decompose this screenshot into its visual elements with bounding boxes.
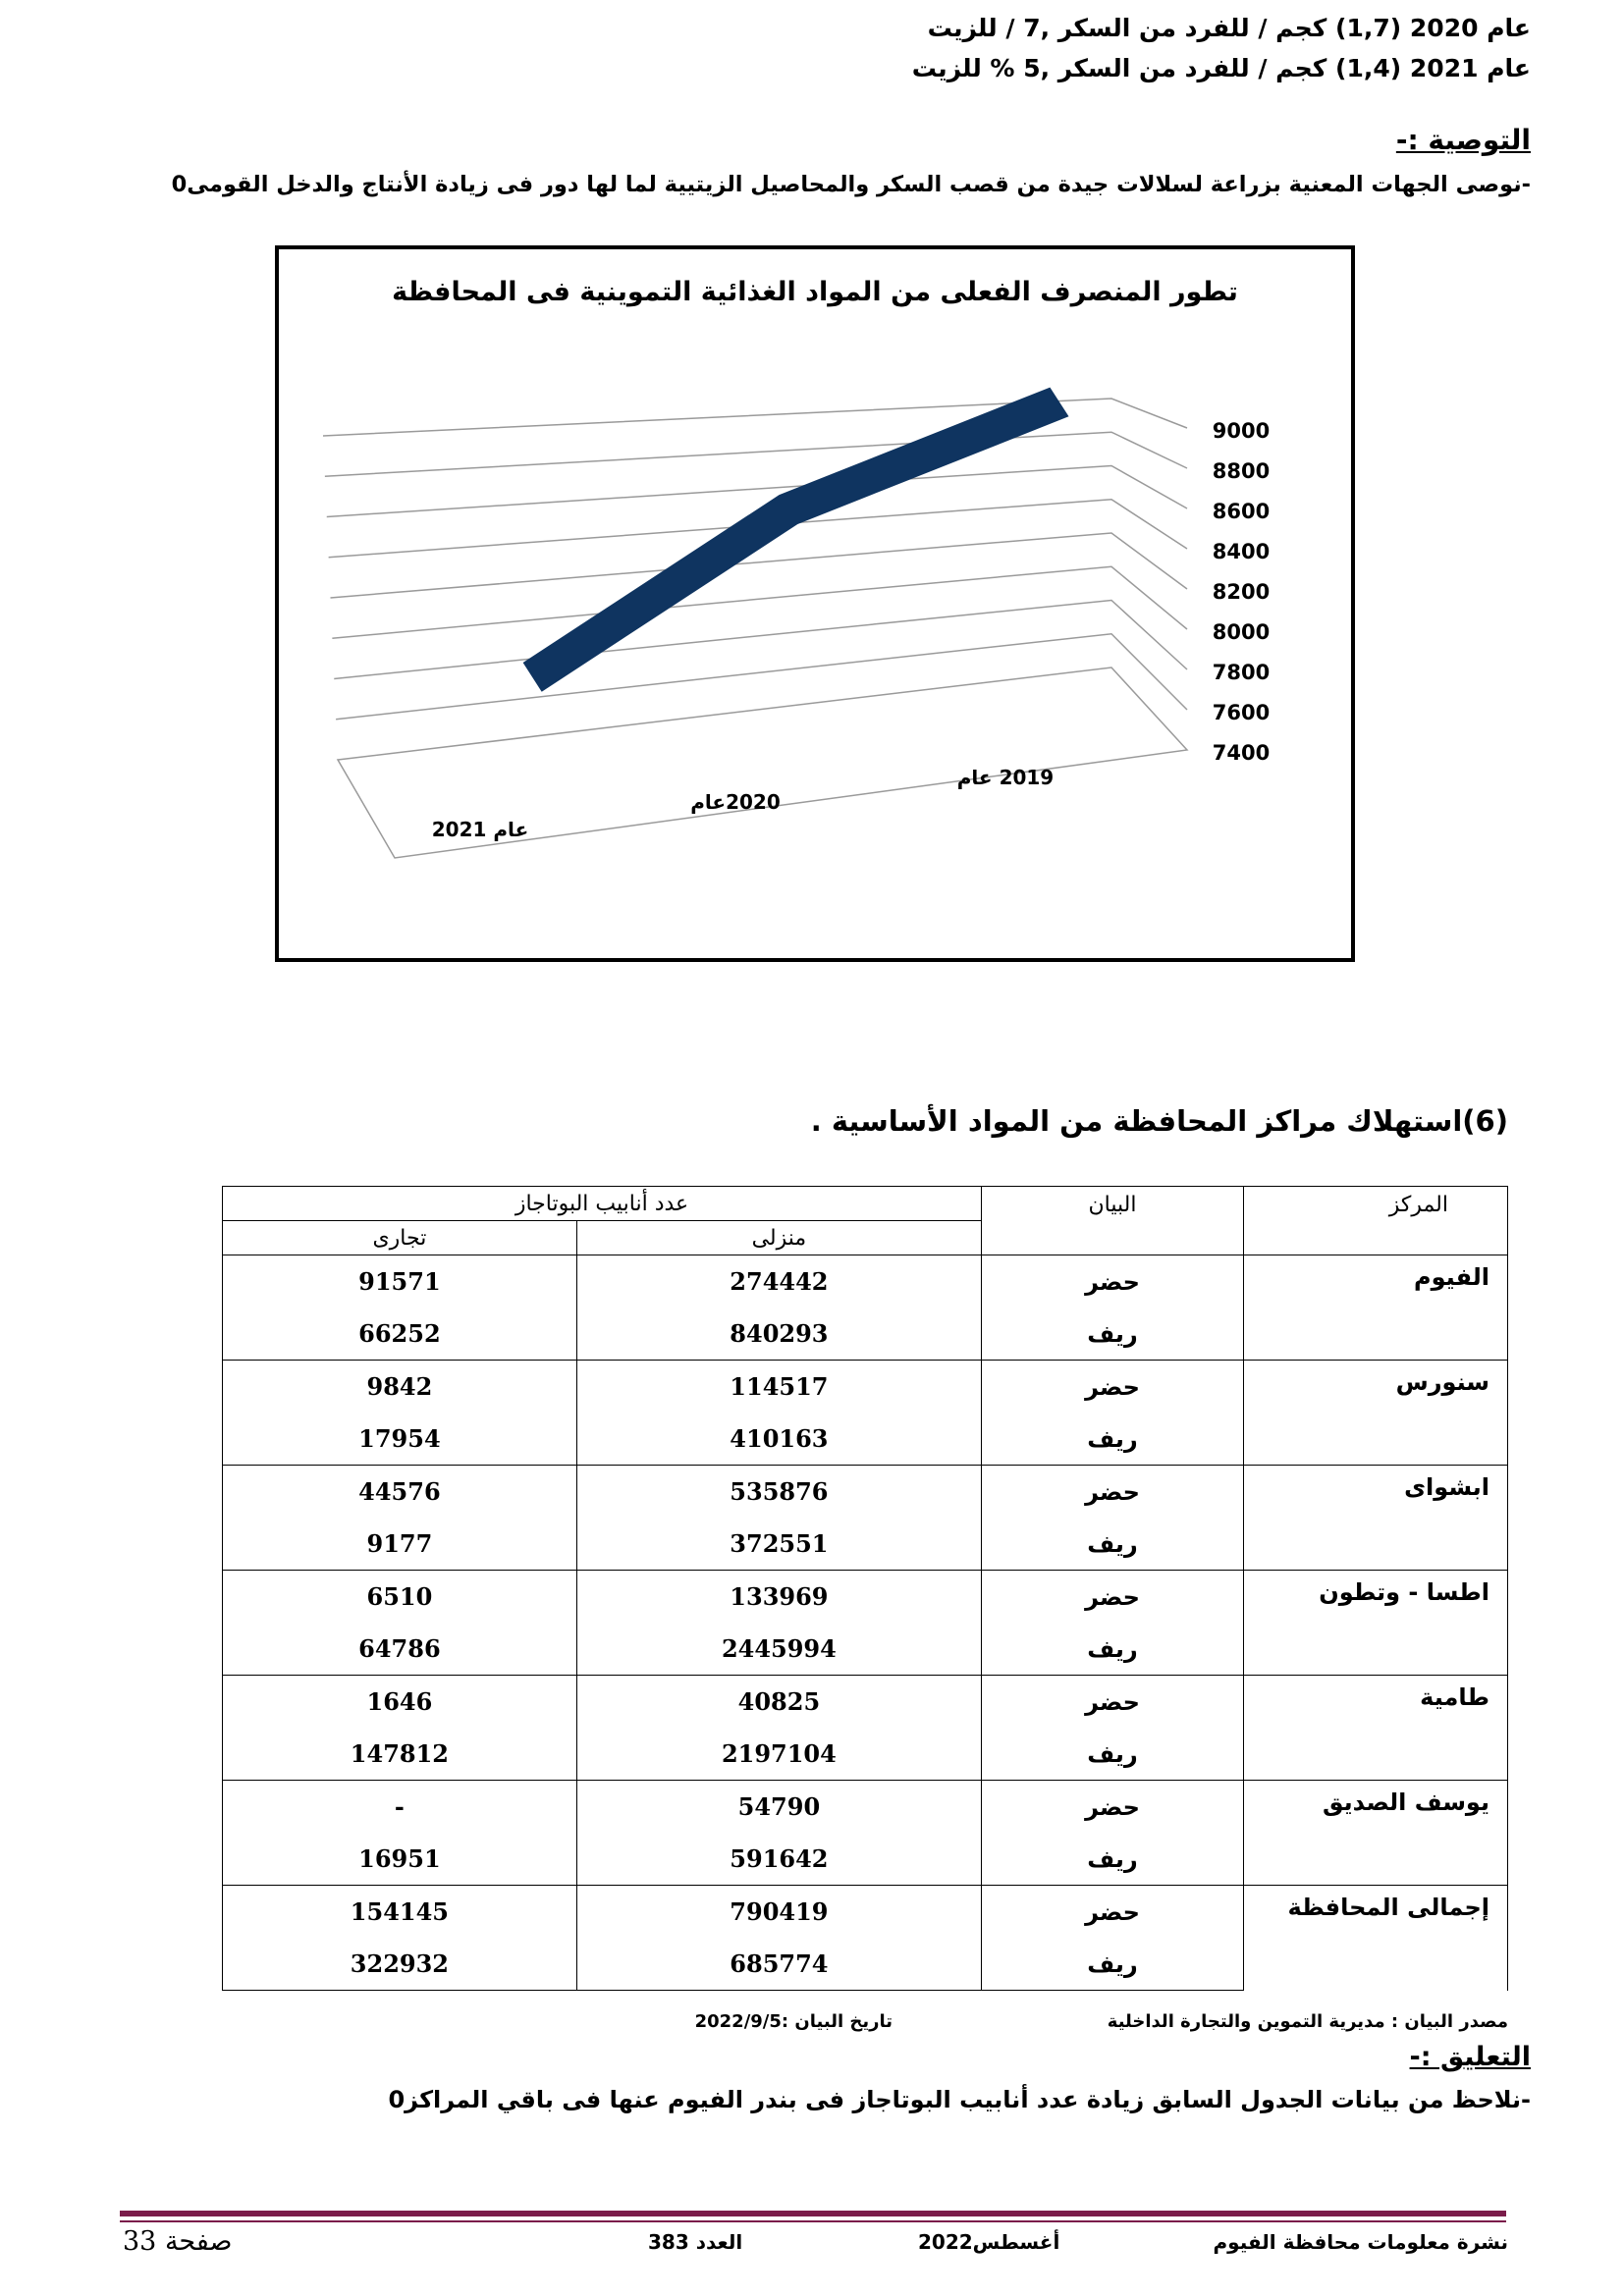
y-tick-label: 8800	[1212, 459, 1271, 483]
x-category-label: عام 2021	[431, 818, 529, 841]
comment-text: -نلاحظ من بيانات الجدول السابق زيادة عدد أنابيب البوتاجاز فى بندر الفيوم عنها فى باقي المراكز0	[388, 2086, 1531, 2113]
home-count-cell: 685774	[576, 1938, 981, 1991]
area-type-cell: حضر	[982, 1781, 1244, 1834]
commercial-count-cell: 9842	[223, 1361, 577, 1414]
consumption-chart	[279, 249, 1351, 958]
y-tick-label: 8200	[1212, 580, 1271, 604]
x-category-label: 2020عام	[690, 790, 781, 814]
home-count-cell: 410163	[576, 1413, 981, 1466]
center-name-cell: طامية	[1244, 1676, 1508, 1781]
header-commercial: تجارى	[223, 1221, 577, 1255]
table-row	[223, 1361, 1508, 1414]
table-row	[223, 1781, 1508, 1834]
table-row	[223, 1255, 1508, 1308]
commercial-count-cell: 16951	[223, 1833, 577, 1886]
table-row	[223, 1886, 1508, 1939]
commercial-count-cell: -	[223, 1781, 577, 1834]
y-tick-label: 8400	[1212, 540, 1271, 563]
area-type-cell: ريف	[982, 1518, 1244, 1571]
footer-rule-thin	[120, 2220, 1506, 2222]
x-category-label: 2019 عام	[956, 766, 1055, 789]
home-count-cell: 274442	[576, 1255, 981, 1308]
commercial-count-cell: 1646	[223, 1676, 577, 1729]
header-home: منزلى	[576, 1221, 981, 1255]
home-count-cell: 790419	[576, 1886, 981, 1939]
home-count-cell: 2445994	[576, 1623, 981, 1676]
area-type-cell: ريف	[982, 1308, 1244, 1361]
home-count-cell: 114517	[576, 1361, 981, 1414]
center-name-cell: اطسا - وتطون	[1244, 1571, 1508, 1676]
footer-rule-thick	[120, 2211, 1506, 2216]
home-count-cell: 591642	[576, 1833, 981, 1886]
y-tick-label: 7600	[1212, 701, 1271, 724]
y-tick-label: 8000	[1212, 620, 1271, 644]
header-center: المركز	[1244, 1187, 1508, 1255]
center-name-cell: الفيوم	[1244, 1255, 1508, 1361]
area-type-cell: حضر	[982, 1255, 1244, 1308]
home-count-cell: 40825	[576, 1676, 981, 1729]
home-count-cell: 840293	[576, 1308, 981, 1361]
consumption-line-2020: عام 2020 (1,7) كجم / للفرد من السكر ,7 / للزيت	[927, 14, 1531, 42]
table-row	[223, 1571, 1508, 1624]
commercial-count-cell: 44576	[223, 1466, 577, 1519]
recommendation-text: -نوصى الجهات المعنية بزراعة لسلالات جيدة من قصب السكر والمحاصيل الزيتيية لما لها دور فى زيادة الأنتاج والدخل القومى0	[171, 172, 1531, 197]
gridline	[332, 566, 1187, 638]
area-type-cell: ريف	[982, 1938, 1244, 1991]
section-title: (6)استهلاك مراكز المحافظة من المواد الأساسية .	[810, 1104, 1508, 1138]
commercial-count-cell: 147812	[223, 1728, 577, 1781]
header-gas-cylinders: عدد أنابيب البوتاجاز	[223, 1187, 982, 1221]
home-count-cell: 133969	[576, 1571, 981, 1624]
commercial-count-cell: 6510	[223, 1571, 577, 1624]
center-name-cell: إجمالى المحافظة	[1244, 1886, 1508, 1991]
commercial-count-cell: 154145	[223, 1886, 577, 1939]
y-tick-label: 7400	[1212, 741, 1271, 765]
commercial-count-cell: 91571	[223, 1255, 577, 1308]
commercial-count-cell: 322932	[223, 1938, 577, 1991]
footer-issue: العدد 383	[648, 2230, 743, 2254]
commercial-count-cell: 64786	[223, 1623, 577, 1676]
center-name-cell: يوسف الصديق	[1244, 1781, 1508, 1886]
table-row	[223, 1676, 1508, 1729]
footer-date: أغسطس2022	[918, 2230, 1060, 2254]
area-type-cell: حضر	[982, 1466, 1244, 1519]
area-type-cell: ريف	[982, 1728, 1244, 1781]
area-type-cell: حضر	[982, 1886, 1244, 1939]
footer-page-number: صفحة 33	[123, 2226, 233, 2257]
home-count-cell: 54790	[576, 1781, 981, 1834]
area-type-cell: ريف	[982, 1413, 1244, 1466]
consumption-line-2021: عام 2021 (1,4) كجم / للفرد من السكر ,5 % للزيت	[911, 54, 1531, 82]
y-tick-label: 9000	[1212, 419, 1271, 443]
data-source: مصدر البيان : مديرية التموين والتجارة الداخلية	[1107, 2011, 1508, 2032]
center-name-cell: سنورس	[1244, 1361, 1508, 1466]
y-tick-label: 7800	[1212, 661, 1271, 684]
commercial-count-cell: 17954	[223, 1413, 577, 1466]
comment-heading: التعليق :-	[1409, 2042, 1531, 2072]
area-type-cell: ريف	[982, 1623, 1244, 1676]
area-type-cell: حضر	[982, 1676, 1244, 1729]
area-type-cell: حضر	[982, 1361, 1244, 1414]
chart-title: تطور المنصرف الفعلى من المواد الغذائية التموينية فى المحافظة	[392, 277, 1238, 307]
table-row	[223, 1466, 1508, 1519]
consumption-table	[222, 1186, 1508, 1991]
home-count-cell: 2197104	[576, 1728, 981, 1781]
series-ribbon	[524, 389, 1067, 691]
y-tick-label: 8600	[1212, 500, 1271, 523]
home-count-cell: 372551	[576, 1518, 981, 1571]
center-name-cell: ابشواى	[1244, 1466, 1508, 1571]
data-date: تاريخ البيان :2022/9/5	[694, 2011, 893, 2032]
commercial-count-cell: 66252	[223, 1308, 577, 1361]
commercial-count-cell: 9177	[223, 1518, 577, 1571]
gridline	[327, 466, 1187, 517]
area-type-cell: حضر	[982, 1571, 1244, 1624]
area-type-cell: ريف	[982, 1833, 1244, 1886]
chart-frame	[275, 245, 1355, 962]
recommendation-heading: التوصية :-	[1395, 124, 1531, 156]
footer-publication: نشرة معلومات محافظة الفيوم	[1213, 2230, 1508, 2254]
header-item: البيان	[982, 1187, 1244, 1255]
home-count-cell: 535876	[576, 1466, 981, 1519]
